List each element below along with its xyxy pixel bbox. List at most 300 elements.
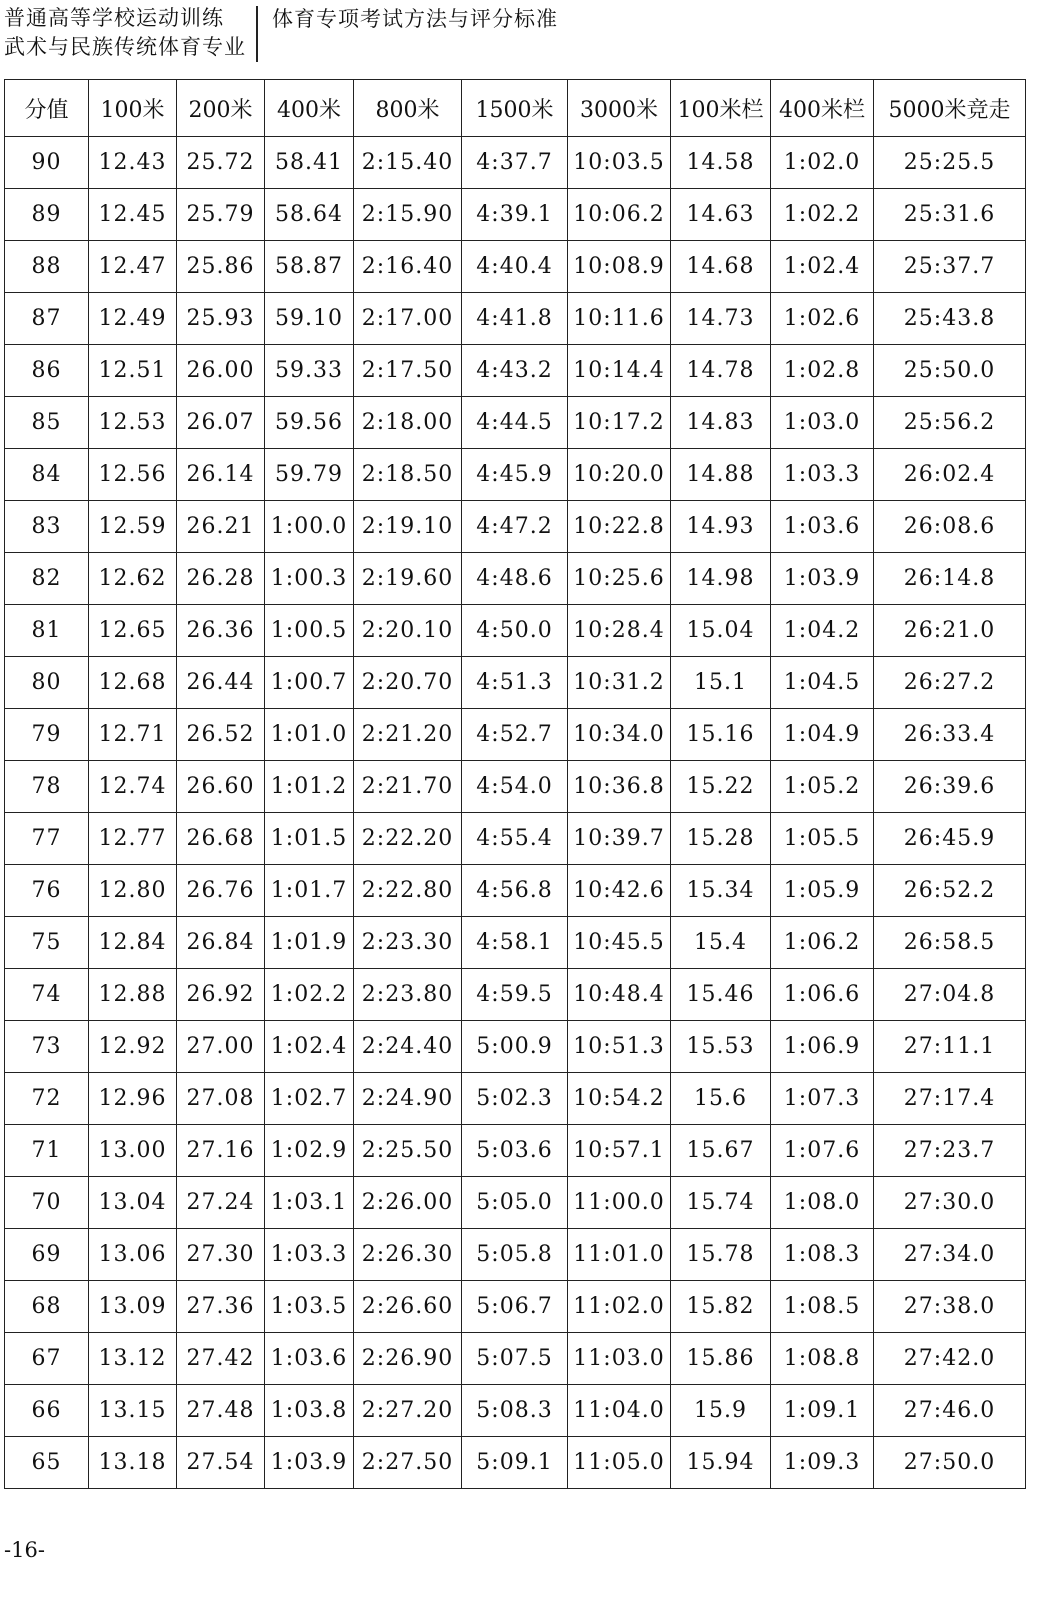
- result-cell: 1:03.5: [265, 1281, 354, 1333]
- table-row: [5, 1281, 1026, 1333]
- column-header: 分值: [5, 80, 89, 137]
- table-row: [5, 969, 1026, 1021]
- result-cell: 27.42: [177, 1333, 265, 1385]
- result-cell: 25:50.0: [874, 345, 1026, 397]
- result-cell: 1:08.5: [771, 1281, 874, 1333]
- result-cell: 10:20.0: [568, 449, 671, 501]
- result-cell: 2:23.80: [354, 969, 462, 1021]
- column-header: 3000米: [568, 80, 671, 137]
- result-cell: 5:00.9: [462, 1021, 568, 1073]
- table-row: [5, 1333, 1026, 1385]
- result-cell: 4:59.5: [462, 969, 568, 1021]
- table-row: [5, 449, 1026, 501]
- result-cell: 2:20.70: [354, 657, 462, 709]
- result-cell: 1:03.0: [771, 397, 874, 449]
- result-cell: 27:11.1: [874, 1021, 1026, 1073]
- result-cell: 10:45.5: [568, 917, 671, 969]
- result-cell: 26.14: [177, 449, 265, 501]
- result-cell: 4:43.2: [462, 345, 568, 397]
- result-cell: 12.43: [89, 137, 177, 189]
- result-cell: 4:52.7: [462, 709, 568, 761]
- result-cell: 1:01.7: [265, 865, 354, 917]
- result-cell: 12.49: [89, 293, 177, 345]
- column-header: 400米: [265, 80, 354, 137]
- result-cell: 15.53: [671, 1021, 771, 1073]
- result-cell: 1:06.6: [771, 969, 874, 1021]
- result-cell: 10:31.2: [568, 657, 671, 709]
- result-cell: 1:04.5: [771, 657, 874, 709]
- result-cell: 1:02.8: [771, 345, 874, 397]
- result-cell: 1:01.5: [265, 813, 354, 865]
- result-cell: 2:24.40: [354, 1021, 462, 1073]
- result-cell: 2:20.10: [354, 605, 462, 657]
- result-cell: 10:57.1: [568, 1125, 671, 1177]
- score-cell: 67: [5, 1333, 89, 1385]
- result-cell: 15.34: [671, 865, 771, 917]
- result-cell: 4:45.9: [462, 449, 568, 501]
- result-cell: 15.74: [671, 1177, 771, 1229]
- result-cell: 2:19.10: [354, 501, 462, 553]
- result-cell: 4:47.2: [462, 501, 568, 553]
- score-cell: 86: [5, 345, 89, 397]
- page-header: [4, 4, 558, 62]
- result-cell: 1:09.3: [771, 1437, 874, 1489]
- result-cell: 15.4: [671, 917, 771, 969]
- page-number: -16-: [4, 1538, 45, 1562]
- result-cell: 27:30.0: [874, 1177, 1026, 1229]
- score-cell: 89: [5, 189, 89, 241]
- result-cell: 2:22.20: [354, 813, 462, 865]
- score-cell: 88: [5, 241, 89, 293]
- result-cell: 27:34.0: [874, 1229, 1026, 1281]
- result-cell: 1:04.9: [771, 709, 874, 761]
- result-cell: 13.06: [89, 1229, 177, 1281]
- result-cell: 26:52.2: [874, 865, 1026, 917]
- result-cell: 1:06.2: [771, 917, 874, 969]
- result-cell: 26.28: [177, 553, 265, 605]
- result-cell: 1:03.3: [265, 1229, 354, 1281]
- result-cell: 2:26.90: [354, 1333, 462, 1385]
- result-cell: 15.82: [671, 1281, 771, 1333]
- result-cell: 26.52: [177, 709, 265, 761]
- column-header: 1500米: [462, 80, 568, 137]
- result-cell: 10:48.4: [568, 969, 671, 1021]
- result-cell: 25:43.8: [874, 293, 1026, 345]
- column-header: 800米: [354, 80, 462, 137]
- column-header: 100米: [89, 80, 177, 137]
- result-cell: 2:22.80: [354, 865, 462, 917]
- result-cell: 1:06.9: [771, 1021, 874, 1073]
- score-cell: 77: [5, 813, 89, 865]
- table-row: [5, 501, 1026, 553]
- result-cell: 14.58: [671, 137, 771, 189]
- result-cell: 10:39.7: [568, 813, 671, 865]
- result-cell: 25:31.6: [874, 189, 1026, 241]
- result-cell: 12.92: [89, 1021, 177, 1073]
- result-cell: 12.62: [89, 553, 177, 605]
- column-header: 5000米竞走: [874, 80, 1026, 137]
- result-cell: 1:00.7: [265, 657, 354, 709]
- result-cell: 2:25.50: [354, 1125, 462, 1177]
- result-cell: 1:05.9: [771, 865, 874, 917]
- result-cell: 13.04: [89, 1177, 177, 1229]
- result-cell: 4:41.8: [462, 293, 568, 345]
- result-cell: 58.41: [265, 137, 354, 189]
- result-cell: 4:50.0: [462, 605, 568, 657]
- result-cell: 1:09.1: [771, 1385, 874, 1437]
- result-cell: 2:26.30: [354, 1229, 462, 1281]
- result-cell: 12.68: [89, 657, 177, 709]
- result-cell: 1:01.0: [265, 709, 354, 761]
- table-row: [5, 345, 1026, 397]
- table-row: [5, 605, 1026, 657]
- result-cell: 25.93: [177, 293, 265, 345]
- result-cell: 1:02.0: [771, 137, 874, 189]
- result-cell: 25.79: [177, 189, 265, 241]
- result-cell: 5:06.7: [462, 1281, 568, 1333]
- result-cell: 1:02.7: [265, 1073, 354, 1125]
- result-cell: 15.86: [671, 1333, 771, 1385]
- result-cell: 1:03.6: [265, 1333, 354, 1385]
- result-cell: 11:02.0: [568, 1281, 671, 1333]
- result-cell: 25.86: [177, 241, 265, 293]
- result-cell: 10:28.4: [568, 605, 671, 657]
- result-cell: 1:03.1: [265, 1177, 354, 1229]
- result-cell: 59.79: [265, 449, 354, 501]
- table-row: [5, 1385, 1026, 1437]
- result-cell: 11:00.0: [568, 1177, 671, 1229]
- result-cell: 15.46: [671, 969, 771, 1021]
- result-cell: 27.48: [177, 1385, 265, 1437]
- result-cell: 15.16: [671, 709, 771, 761]
- column-header: 400米栏: [771, 80, 874, 137]
- result-cell: 1:02.2: [771, 189, 874, 241]
- result-cell: 2:18.50: [354, 449, 462, 501]
- table-row: [5, 189, 1026, 241]
- result-cell: 15.04: [671, 605, 771, 657]
- result-cell: 15.67: [671, 1125, 771, 1177]
- score-cell: 66: [5, 1385, 89, 1437]
- result-cell: 12.77: [89, 813, 177, 865]
- result-cell: 1:03.9: [771, 553, 874, 605]
- result-cell: 26:33.4: [874, 709, 1026, 761]
- result-cell: 26.44: [177, 657, 265, 709]
- result-cell: 4:37.7: [462, 137, 568, 189]
- result-cell: 2:26.60: [354, 1281, 462, 1333]
- result-cell: 27:17.4: [874, 1073, 1026, 1125]
- result-cell: 14.78: [671, 345, 771, 397]
- result-cell: 15.94: [671, 1437, 771, 1489]
- result-cell: 1:01.2: [265, 761, 354, 813]
- result-cell: 26:58.5: [874, 917, 1026, 969]
- result-cell: 1:03.3: [771, 449, 874, 501]
- result-cell: 27.36: [177, 1281, 265, 1333]
- score-cell: 68: [5, 1281, 89, 1333]
- result-cell: 14.93: [671, 501, 771, 553]
- result-cell: 26:21.0: [874, 605, 1026, 657]
- result-cell: 10:54.2: [568, 1073, 671, 1125]
- score-cell: 90: [5, 137, 89, 189]
- table-row: [5, 293, 1026, 345]
- result-cell: 27.08: [177, 1073, 265, 1125]
- result-cell: 5:09.1: [462, 1437, 568, 1489]
- result-cell: 14.63: [671, 189, 771, 241]
- result-cell: 5:05.0: [462, 1177, 568, 1229]
- result-cell: 2:16.40: [354, 241, 462, 293]
- score-cell: 87: [5, 293, 89, 345]
- header-divider: [256, 6, 258, 62]
- score-cell: 81: [5, 605, 89, 657]
- result-cell: 1:05.2: [771, 761, 874, 813]
- result-cell: 1:02.4: [265, 1021, 354, 1073]
- score-table: [4, 79, 1026, 1489]
- table-row: [5, 137, 1026, 189]
- result-cell: 59.33: [265, 345, 354, 397]
- score-cell: 65: [5, 1437, 89, 1489]
- result-cell: 11:05.0: [568, 1437, 671, 1489]
- result-cell: 15.28: [671, 813, 771, 865]
- result-cell: 12.45: [89, 189, 177, 241]
- result-cell: 2:17.00: [354, 293, 462, 345]
- result-cell: 2:27.20: [354, 1385, 462, 1437]
- result-cell: 13.15: [89, 1385, 177, 1437]
- result-cell: 12.74: [89, 761, 177, 813]
- result-cell: 2:21.70: [354, 761, 462, 813]
- result-cell: 14.68: [671, 241, 771, 293]
- table-row: [5, 917, 1026, 969]
- result-cell: 26:14.8: [874, 553, 1026, 605]
- score-cell: 80: [5, 657, 89, 709]
- result-cell: 15.1: [671, 657, 771, 709]
- table-row: [5, 709, 1026, 761]
- result-cell: 12.47: [89, 241, 177, 293]
- header-left: [4, 4, 246, 62]
- score-cell: 76: [5, 865, 89, 917]
- result-cell: 5:03.6: [462, 1125, 568, 1177]
- result-cell: 4:54.0: [462, 761, 568, 813]
- result-cell: 10:51.3: [568, 1021, 671, 1073]
- score-cell: 75: [5, 917, 89, 969]
- result-cell: 10:34.0: [568, 709, 671, 761]
- table-row: [5, 813, 1026, 865]
- result-cell: 11:03.0: [568, 1333, 671, 1385]
- result-cell: 12.53: [89, 397, 177, 449]
- table-row: [5, 1021, 1026, 1073]
- result-cell: 26:27.2: [874, 657, 1026, 709]
- result-cell: 1:02.6: [771, 293, 874, 345]
- result-cell: 10:03.5: [568, 137, 671, 189]
- result-cell: 2:15.40: [354, 137, 462, 189]
- result-cell: 10:22.8: [568, 501, 671, 553]
- result-cell: 1:08.8: [771, 1333, 874, 1385]
- result-cell: 15.6: [671, 1073, 771, 1125]
- result-cell: 2:21.20: [354, 709, 462, 761]
- result-cell: 27:46.0: [874, 1385, 1026, 1437]
- result-cell: 2:17.50: [354, 345, 462, 397]
- result-cell: 1:03.8: [265, 1385, 354, 1437]
- result-cell: 14.98: [671, 553, 771, 605]
- result-cell: 4:58.1: [462, 917, 568, 969]
- result-cell: 2:15.90: [354, 189, 462, 241]
- result-cell: 4:39.1: [462, 189, 568, 241]
- result-cell: 13.09: [89, 1281, 177, 1333]
- result-cell: 27:23.7: [874, 1125, 1026, 1177]
- table-row: [5, 397, 1026, 449]
- header-line-2: 武术与民族传统体育专业: [4, 35, 246, 59]
- result-cell: 12.84: [89, 917, 177, 969]
- result-cell: 25:25.5: [874, 137, 1026, 189]
- table-row: [5, 865, 1026, 917]
- score-cell: 83: [5, 501, 89, 553]
- result-cell: 26.84: [177, 917, 265, 969]
- result-cell: 1:02.4: [771, 241, 874, 293]
- result-cell: 27:04.8: [874, 969, 1026, 1021]
- result-cell: 27:50.0: [874, 1437, 1026, 1489]
- result-cell: 12.96: [89, 1073, 177, 1125]
- result-cell: 10:08.9: [568, 241, 671, 293]
- result-cell: 1:03.9: [265, 1437, 354, 1489]
- result-cell: 1:02.2: [265, 969, 354, 1021]
- result-cell: 10:11.6: [568, 293, 671, 345]
- table-row: [5, 657, 1026, 709]
- table-row: [5, 1229, 1026, 1281]
- table-row: [5, 1125, 1026, 1177]
- result-cell: 1:00.0: [265, 501, 354, 553]
- result-cell: 5:07.5: [462, 1333, 568, 1385]
- result-cell: 1:01.9: [265, 917, 354, 969]
- result-cell: 14.83: [671, 397, 771, 449]
- score-cell: 72: [5, 1073, 89, 1125]
- result-cell: 26.76: [177, 865, 265, 917]
- result-cell: 4:51.3: [462, 657, 568, 709]
- result-cell: 27.16: [177, 1125, 265, 1177]
- table-body: [5, 137, 1026, 1489]
- result-cell: 1:08.0: [771, 1177, 874, 1229]
- result-cell: 13.00: [89, 1125, 177, 1177]
- score-cell: 73: [5, 1021, 89, 1073]
- result-cell: 5:05.8: [462, 1229, 568, 1281]
- result-cell: 10:14.4: [568, 345, 671, 397]
- result-cell: 4:56.8: [462, 865, 568, 917]
- table-row: [5, 1437, 1026, 1489]
- result-cell: 5:08.3: [462, 1385, 568, 1437]
- score-cell: 69: [5, 1229, 89, 1281]
- result-cell: 2:18.00: [354, 397, 462, 449]
- table-row: [5, 241, 1026, 293]
- result-cell: 14.88: [671, 449, 771, 501]
- result-cell: 26.92: [177, 969, 265, 1021]
- result-cell: 58.64: [265, 189, 354, 241]
- result-cell: 27.00: [177, 1021, 265, 1073]
- result-cell: 27.30: [177, 1229, 265, 1281]
- result-cell: 14.73: [671, 293, 771, 345]
- result-cell: 4:55.4: [462, 813, 568, 865]
- result-cell: 27.24: [177, 1177, 265, 1229]
- result-cell: 2:27.50: [354, 1437, 462, 1489]
- result-cell: 13.12: [89, 1333, 177, 1385]
- result-cell: 12.71: [89, 709, 177, 761]
- result-cell: 25:37.7: [874, 241, 1026, 293]
- result-cell: 12.88: [89, 969, 177, 1021]
- result-cell: 2:26.00: [354, 1177, 462, 1229]
- result-cell: 1:07.6: [771, 1125, 874, 1177]
- header-row: [5, 80, 1026, 137]
- result-cell: 26.07: [177, 397, 265, 449]
- result-cell: 27:38.0: [874, 1281, 1026, 1333]
- result-cell: 27.54: [177, 1437, 265, 1489]
- table-row: [5, 553, 1026, 605]
- result-cell: 15.78: [671, 1229, 771, 1281]
- result-cell: 13.18: [89, 1437, 177, 1489]
- score-cell: 82: [5, 553, 89, 605]
- result-cell: 4:48.6: [462, 553, 568, 605]
- result-cell: 15.9: [671, 1385, 771, 1437]
- result-cell: 12.56: [89, 449, 177, 501]
- result-cell: 12.65: [89, 605, 177, 657]
- result-cell: 59.10: [265, 293, 354, 345]
- result-cell: 4:40.4: [462, 241, 568, 293]
- result-cell: 26:08.6: [874, 501, 1026, 553]
- result-cell: 26:39.6: [874, 761, 1026, 813]
- result-cell: 1:00.5: [265, 605, 354, 657]
- result-cell: 2:24.90: [354, 1073, 462, 1125]
- result-cell: 11:04.0: [568, 1385, 671, 1437]
- score-cell: 71: [5, 1125, 89, 1177]
- score-cell: 70: [5, 1177, 89, 1229]
- result-cell: 10:17.2: [568, 397, 671, 449]
- result-cell: 12.59: [89, 501, 177, 553]
- result-cell: 12.80: [89, 865, 177, 917]
- table-row: [5, 1073, 1026, 1125]
- result-cell: 2:19.60: [354, 553, 462, 605]
- result-cell: 26.60: [177, 761, 265, 813]
- result-cell: 1:00.3: [265, 553, 354, 605]
- result-cell: 58.87: [265, 241, 354, 293]
- header-title: 体育专项考试方法与评分标准: [272, 7, 558, 31]
- result-cell: 25.72: [177, 137, 265, 189]
- result-cell: 4:44.5: [462, 397, 568, 449]
- result-cell: 10:06.2: [568, 189, 671, 241]
- result-cell: 10:42.6: [568, 865, 671, 917]
- result-cell: 26.00: [177, 345, 265, 397]
- table-row: [5, 1177, 1026, 1229]
- result-cell: 1:08.3: [771, 1229, 874, 1281]
- result-cell: 59.56: [265, 397, 354, 449]
- result-cell: 10:36.8: [568, 761, 671, 813]
- result-cell: 11:01.0: [568, 1229, 671, 1281]
- result-cell: 1:03.6: [771, 501, 874, 553]
- result-cell: 1:07.3: [771, 1073, 874, 1125]
- result-cell: 27:42.0: [874, 1333, 1026, 1385]
- score-cell: 79: [5, 709, 89, 761]
- result-cell: 26.36: [177, 605, 265, 657]
- result-cell: 10:25.6: [568, 553, 671, 605]
- result-cell: 26.21: [177, 501, 265, 553]
- score-cell: 74: [5, 969, 89, 1021]
- score-cell: 84: [5, 449, 89, 501]
- result-cell: 1:02.9: [265, 1125, 354, 1177]
- header-line-1: 普通高等学校运动训练: [4, 6, 224, 30]
- result-cell: 15.22: [671, 761, 771, 813]
- result-cell: 25:56.2: [874, 397, 1026, 449]
- result-cell: 12.51: [89, 345, 177, 397]
- result-cell: 26.68: [177, 813, 265, 865]
- result-cell: 1:05.5: [771, 813, 874, 865]
- table-row: [5, 761, 1026, 813]
- result-cell: 26:45.9: [874, 813, 1026, 865]
- score-cell: 78: [5, 761, 89, 813]
- result-cell: 1:04.2: [771, 605, 874, 657]
